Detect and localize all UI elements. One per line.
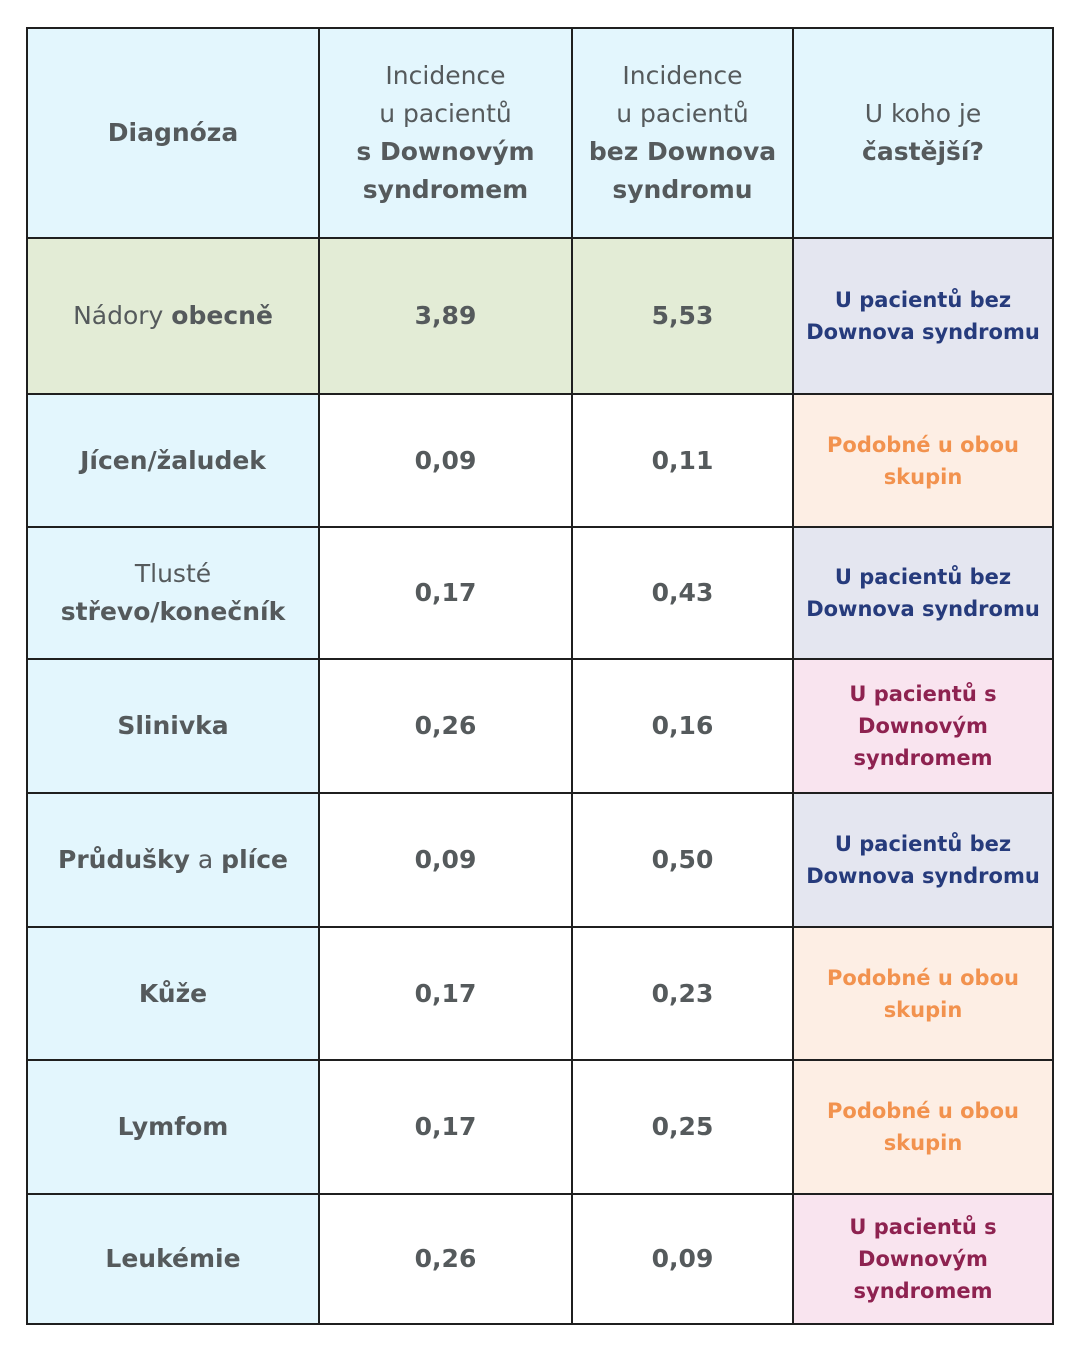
diagnosis-cell: Jícen/žaludek (27, 394, 319, 527)
header-with-line4: syndromem (362, 175, 529, 204)
header-without-line4: syndromu (612, 175, 753, 204)
verdict-cell (793, 659, 1053, 793)
verdict-cell (793, 927, 1053, 1060)
header-without-line1: Incidence (622, 61, 743, 90)
verdict-line2: Downova syndromu (806, 320, 1040, 344)
diagnosis-bold: obecně (171, 301, 273, 330)
verdict-cell (793, 527, 1053, 659)
incidence-without-ds: 0,09 (572, 1194, 793, 1324)
header-row (27, 28, 1053, 238)
verdict-line2: skupin (883, 997, 963, 1022)
table-row (27, 659, 1053, 793)
verdict-cell (793, 793, 1053, 927)
diagnosis-cell: Lymfom (27, 1060, 319, 1194)
header-incidence-with-ds (319, 28, 572, 238)
header-diagnosis: Diagnóza (27, 28, 319, 238)
verdict-line3: syndromem (853, 746, 993, 770)
verdict-line2: Downova syndromu (806, 864, 1040, 888)
header-without-line3: bez Downova (588, 137, 777, 166)
verdict-line1: U pacientů s (849, 1215, 997, 1239)
diagnosis-cell (27, 793, 319, 927)
diagnosis-part1: Průdušky (58, 845, 190, 874)
verdict-line1: U pacientů bez (834, 288, 1012, 312)
diagnosis-cell: Slinivka (27, 659, 319, 793)
incidence-with-ds: 0,09 (319, 793, 572, 927)
header-incidence-without-ds (572, 28, 793, 238)
verdict-line1: U pacientů bez (834, 832, 1012, 856)
diagnosis-cell: Leukémie (27, 1194, 319, 1324)
diagnosis-line1: Tlusté (134, 559, 212, 588)
verdict-line2: Downova syndromu (806, 597, 1040, 621)
verdict-cell (793, 394, 1053, 527)
diagnosis-cell (27, 527, 319, 659)
diagnosis-cell: Kůže (27, 927, 319, 1060)
table-row (27, 527, 1053, 659)
incidence-table (26, 27, 1054, 1325)
diagnosis-line2: střevo/konečník (60, 597, 286, 626)
incidence-without-ds: 0,50 (572, 793, 793, 927)
verdict-cell (793, 238, 1053, 394)
table-row (27, 793, 1053, 927)
incidence-without-ds: 0,16 (572, 659, 793, 793)
incidence-with-ds: 0,26 (319, 1194, 572, 1324)
incidence-with-ds: 3,89 (319, 238, 572, 394)
verdict-line2: Downovým (858, 1247, 988, 1271)
verdict-line2: Downovým (858, 714, 988, 738)
verdict-line1: Podobné u obou (827, 432, 1019, 457)
incidence-without-ds: 5,53 (572, 238, 793, 394)
table-row (27, 927, 1053, 1060)
incidence-with-ds: 0,17 (319, 927, 572, 1060)
table-row (27, 1194, 1053, 1324)
incidence-with-ds: 0,17 (319, 1060, 572, 1194)
header-more-common (793, 28, 1053, 238)
header-more-common-line2: častější? (862, 137, 984, 166)
header-with-line2: u pacientů (379, 99, 512, 128)
incidence-with-ds: 0,26 (319, 659, 572, 793)
header-with-line1: Incidence (385, 61, 506, 90)
verdict-line1: Podobné u obou (827, 965, 1019, 990)
incidence-with-ds: 0,17 (319, 527, 572, 659)
diagnosis-part3: plíce (221, 845, 288, 874)
verdict-line1: U pacientů s (849, 682, 997, 706)
diagnosis-cell (27, 238, 319, 394)
incidence-without-ds: 0,43 (572, 527, 793, 659)
diagnosis-normal: Nádory (73, 301, 172, 330)
incidence-with-ds: 0,09 (319, 394, 572, 527)
table-row (27, 238, 1053, 394)
diagnosis-part2: a (189, 845, 222, 874)
verdict-line2: skupin (883, 464, 963, 489)
verdict-line2: skupin (883, 1131, 963, 1155)
header-more-common-line1: U koho je (864, 99, 982, 128)
verdict-line3: syndromem (853, 1279, 993, 1303)
verdict-cell (793, 1194, 1053, 1324)
table-row (27, 394, 1053, 527)
incidence-without-ds: 0,25 (572, 1060, 793, 1194)
verdict-line1: U pacientů bez (834, 565, 1012, 589)
verdict-line1: Podobné u obou (827, 1099, 1019, 1123)
table-row (27, 1060, 1053, 1194)
verdict-cell (793, 1060, 1053, 1194)
incidence-without-ds: 0,23 (572, 927, 793, 1060)
header-with-line3: s Downovým (356, 137, 535, 166)
header-without-line2: u pacientů (616, 99, 749, 128)
incidence-without-ds: 0,11 (572, 394, 793, 527)
